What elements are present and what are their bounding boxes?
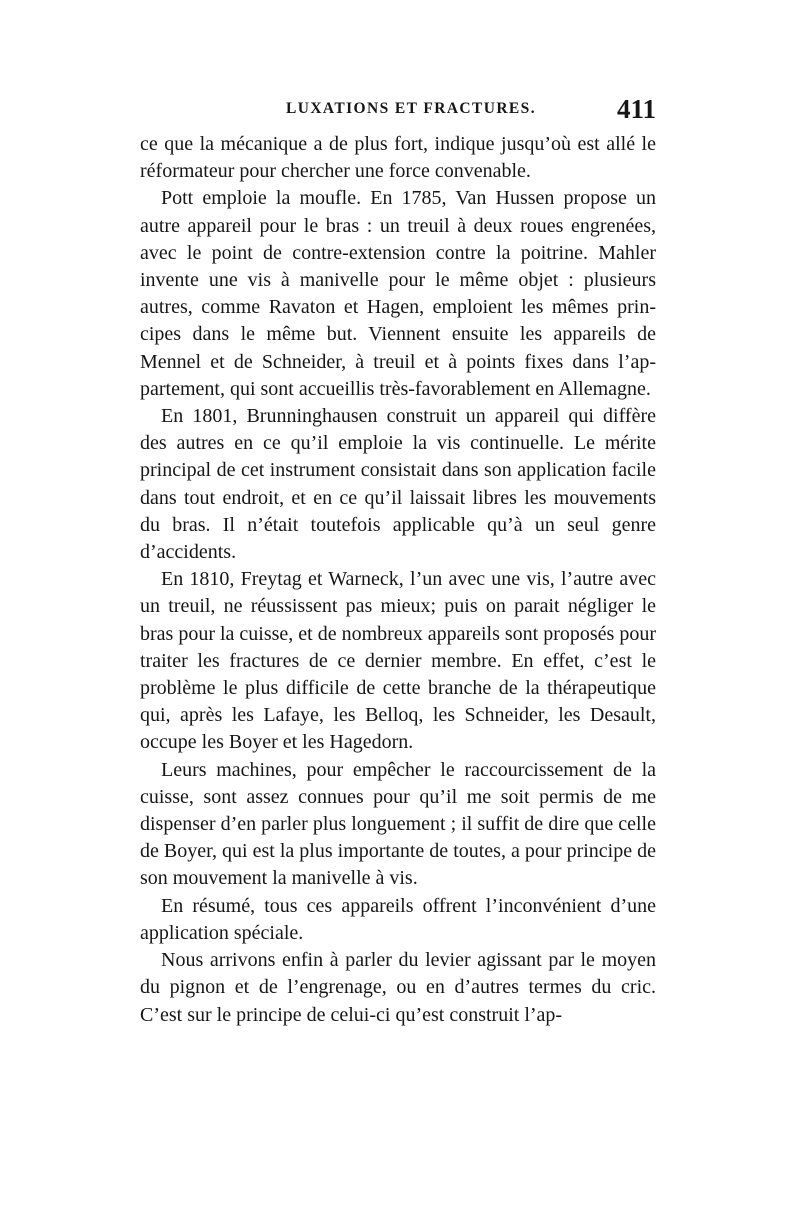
page-number: 411 [616, 94, 656, 124]
paragraph-brunninghausen: En 1801, Brunninghausen construit un appareil qui diffère des autres en ce qu’il emploie la vis continuelle. Le mérite principal de cet instrument consistait dans son application facile dans tout endroit, et en ce qu’il laissait libres les mouvements du bras. Il n’était toutefois applicable qu’à un seul genre d’accidents. [140, 405, 656, 564]
paragraph-en-resume: En résumé, tous ces appareils offrent l’inconvénient d’une application spéciale. [140, 894, 656, 944]
paragraph-nous-arrivons: Nous arrivons enfin à parler du levier agissant par le moyen du pignon et de l’engrenage, ou en d’autres termes du cric. C’est sur le principe de celui-ci qu’est construit l’ap- [140, 949, 656, 1026]
paragraph-leurs-machines: Leurs machines, pour empêcher le raccourcissement de la cuisse, sont assez connues pour qu’il me soit permis de me dispenser d’en parler plus longuement ; il suffit de dire que celle de Boyer, qui est la plus importante de toutes, a pour principe de son mouvement la manivelle à vis. [140, 758, 656, 890]
paragraph-freytag: En 1810, Freytag et Warneck, l’un avec une vis, l’autre avec un treuil, ne réussissent pas mieux; puis on parait négliger le bras pour la cuisse, et de nombreux appareils sont proposés pour traiter les fractures de ce dernier membre. En effet, c’est le problème le plus difficile de cette branche de la thérapeutique qui, après les Lafaye, les Belloq, les Schneider, les Desault, occupe les Boyer et les Hagedorn. [140, 568, 656, 754]
running-title: LUXATIONS ET FRACTURES. [286, 100, 536, 117]
paragraph-continuation: ce que la mécanique a de plus fort, indique jusqu’où est allé le réformateur pour chercher une force convenable. [140, 133, 656, 183]
paragraph-pott: Pott emploie la moufle. En 1785, Van Hussen propose un autre appareil pour le bras : un treuil à deux roues engrenées, avec le point de contre-extension contre la poitrine. Mahler invente une vis à manivelle pour le même objet : plusieurs autres, comme Ravaton et Hagen, emploient les mêmes principes dans le même but. Viennent ensuite les appareils de Mennel et de Schneider, à treuil et à points fixes dans l’appartement, qui sont accueillis très-favorablement en Allemagne. [140, 187, 656, 400]
page-header [140, 94, 656, 128]
body-text [140, 131, 656, 1029]
